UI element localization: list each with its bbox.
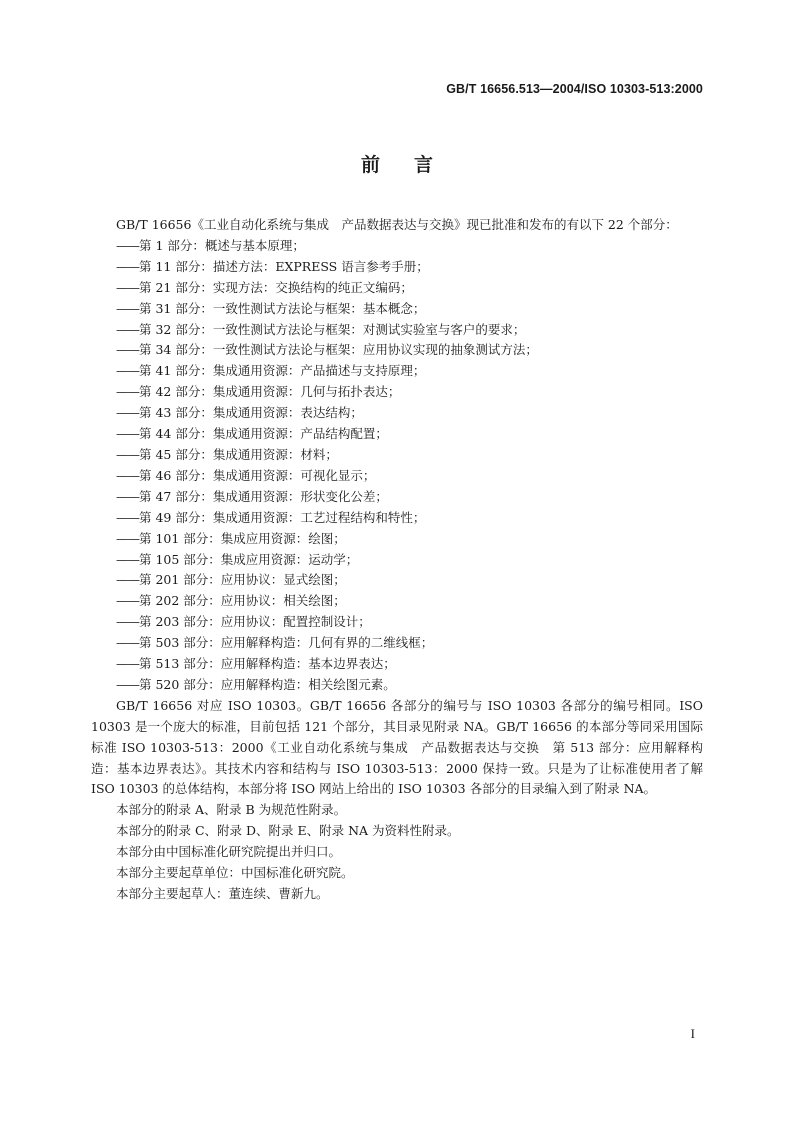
list-dash: ——	[116, 467, 139, 483]
page-title: 前言	[360, 154, 467, 176]
list-item	[91, 361, 703, 382]
intro-paragraph: GB/T 16656《工业自动化系统与集成 产品数据表达与交换》现已批准和发布的有以下 22 个部分：	[116, 217, 678, 232]
page-number: I	[690, 1026, 695, 1041]
list-dash: ——	[116, 446, 139, 462]
list-item	[91, 382, 703, 403]
body-paragraph: 本部分由中国标准化研究院提出并归口。	[116, 844, 342, 860]
list-item	[91, 550, 703, 571]
list-item	[91, 340, 703, 361]
list-item	[91, 466, 703, 487]
list-dash: ——	[116, 593, 139, 609]
list-dash: ——	[116, 321, 139, 337]
list-dash: ——	[116, 363, 139, 379]
list-item-text: 第 46 部分：集成通用资源：可视化显示；	[139, 467, 376, 483]
parts-list	[91, 236, 703, 696]
list-item-text: 第 203 部分：应用协议：配置控制设计；	[139, 614, 371, 630]
list-dash: ——	[116, 384, 139, 400]
list-dash: ——	[116, 551, 139, 567]
list-item-text: 第 1 部分：概述与基本原理；	[139, 237, 305, 253]
list-item-text: 第 49 部分：集成通用资源：工艺过程结构和特性；	[139, 509, 426, 525]
list-dash: ——	[116, 635, 139, 651]
list-item-text: 第 513 部分：应用解释构造：基本边界表达；	[139, 656, 396, 672]
list-item	[91, 654, 703, 675]
list-dash: ——	[116, 300, 139, 316]
list-item-text: 第 520 部分：应用解释构造：相关绘图元素。	[139, 676, 396, 692]
list-item	[91, 529, 703, 550]
list-dash: ——	[116, 488, 139, 504]
body-paragraph: 本部分的附录 C、附录 D、附录 E、附录 NA 为资料性附录。	[116, 823, 460, 839]
list-item-text: 第 503 部分：应用解释构造：几何有界的二维线框；	[139, 635, 434, 651]
list-item	[91, 445, 703, 466]
list-item-text: 第 44 部分：集成通用资源：产品结构配置；	[139, 426, 388, 442]
list-item-text: 第 34 部分：一致性测试方法论与框架：应用协议实现的抽象测试方法；	[139, 342, 538, 358]
list-item	[91, 403, 703, 424]
list-dash: ——	[116, 614, 139, 630]
body-paragraph: 本部分的附录 A、附录 B 为规范性附录。	[116, 802, 347, 818]
list-item-text: 第 32 部分：一致性测试方法论与框架：对测试实验室与客户的要求；	[139, 321, 526, 337]
list-item-text: 第 43 部分：集成通用资源：表达结构；	[139, 405, 363, 421]
list-item-text: 第 31 部分：一致性测试方法论与框架：基本概念；	[139, 300, 426, 316]
list-dash: ——	[116, 530, 139, 546]
list-item	[91, 236, 703, 257]
list-item	[91, 591, 703, 612]
list-item-text: 第 41 部分：集成通用资源：产品描述与支持原理；	[139, 363, 426, 379]
list-item	[91, 320, 703, 341]
list-dash: ——	[116, 342, 139, 358]
list-item	[91, 675, 703, 696]
body-paragraph: GB/T 16656 对应 ISO 10303。GB/T 16656 各部分的编号与 ISO 10303 各部分的编号相同。ISO 10303 是一个庞大的标准，目前包括 121 个部分，其目录见附录 NA。GB/T 16656 的本部分等同采用国际标准 ISO 10303-513：2000《工业自动化系统与集成 产品数据表达与交换 第 513 部分：应用解释构造：基本边界表达》。其技术内容和结构与 ISO 10303-513：2000 保持一致。只是为了让标准使用者了解 ISO 10303 的总体结构，本部分将 ISO 网站上给出的 ISO 10303 各部分的目录编入到了附录 NA。	[91, 697, 703, 797]
list-item	[91, 257, 703, 278]
list-item-text: 第 105 部分：集成应用资源：运动学；	[139, 551, 359, 567]
list-item	[91, 278, 703, 299]
list-item	[91, 570, 703, 591]
list-item-text: 第 101 部分：集成应用资源：绘图；	[139, 530, 346, 546]
list-item	[91, 612, 703, 633]
list-item-text: 第 11 部分：描述方法：EXPRESS 语言参考手册；	[139, 258, 429, 274]
list-item	[91, 633, 703, 654]
document-body	[91, 215, 703, 905]
list-dash: ——	[116, 572, 139, 588]
list-item-text: 第 47 部分：集成通用资源：形状变化公差；	[139, 488, 388, 504]
list-dash: ——	[116, 405, 139, 421]
list-dash: ——	[116, 258, 139, 274]
list-dash: ——	[116, 676, 139, 692]
list-item-text: 第 45 部分：集成通用资源：材料；	[139, 446, 338, 462]
list-dash: ——	[116, 279, 139, 295]
standard-number-header: GB/T 16656.513—2004/ISO 10303-513:2000	[446, 82, 703, 96]
list-item-text: 第 202 部分：应用协议：相关绘图；	[139, 593, 346, 609]
list-item-text: 第 42 部分：集成通用资源：几何与拓扑表达；	[139, 384, 401, 400]
list-item-text: 第 21 部分：实现方法：交换结构的纯正文编码；	[139, 279, 413, 295]
list-dash: ——	[116, 426, 139, 442]
list-dash: ——	[116, 656, 139, 672]
list-item	[91, 487, 703, 508]
list-item	[91, 508, 703, 529]
list-dash: ——	[116, 509, 139, 525]
body-paragraph: 本部分主要起草人：董连续、曹新九。	[116, 886, 329, 901]
body-paragraph: 本部分主要起草单位：中国标准化研究院。	[116, 865, 354, 881]
list-item-text: 第 201 部分：应用协议：显式绘图；	[139, 572, 346, 588]
body-paragraphs	[91, 696, 703, 905]
list-item	[91, 424, 703, 445]
list-dash: ——	[116, 237, 139, 253]
list-item	[91, 299, 703, 320]
